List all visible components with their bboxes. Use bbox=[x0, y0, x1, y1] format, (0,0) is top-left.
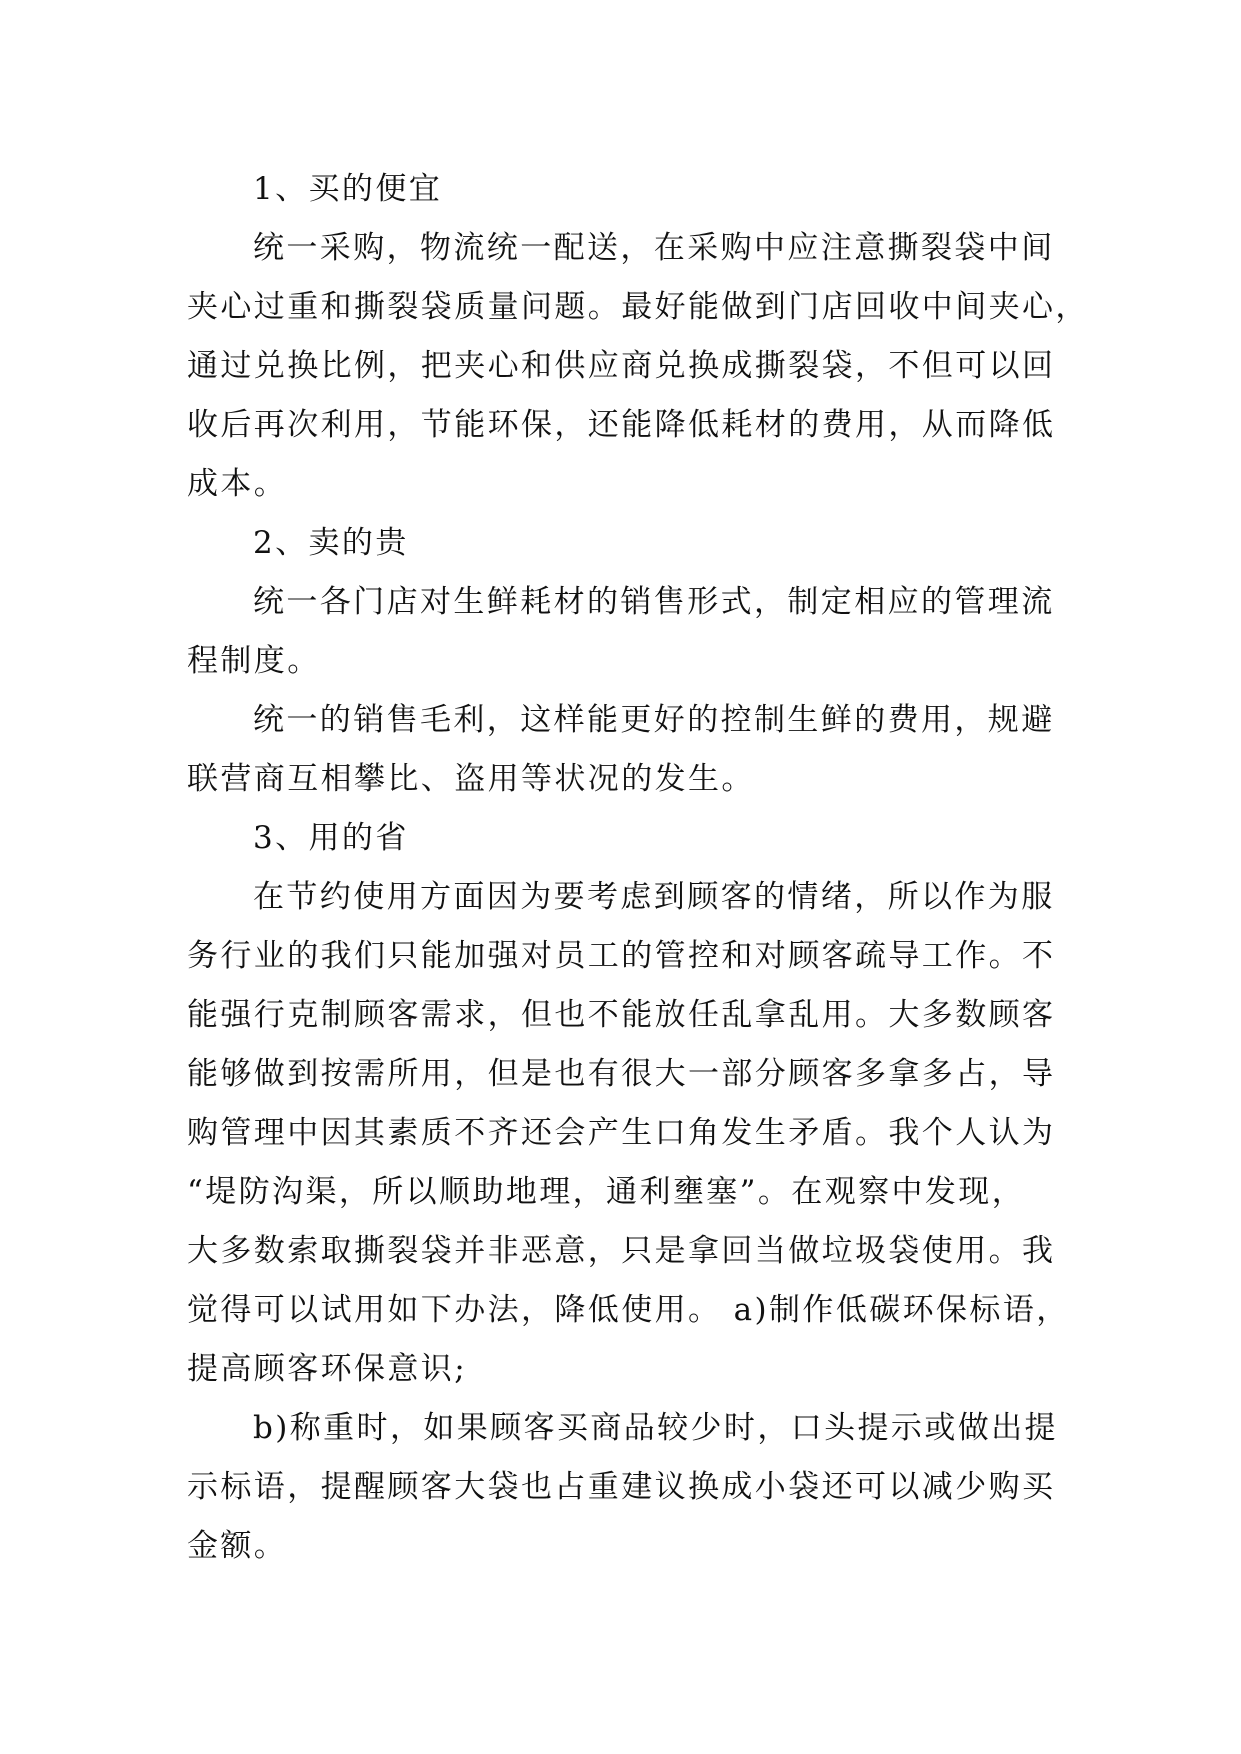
heading-1: 1、买的便宜 bbox=[253, 171, 443, 207]
paragraph-line: 在节约使用方面因为要考虑到顾客的情绪，所以作为服 bbox=[253, 879, 1055, 915]
paragraph-line: 成本。 bbox=[187, 466, 288, 502]
paragraph-line: 务行业的我们只能加强对员工的管控和对顾客疏导工作。不 bbox=[187, 938, 1056, 974]
document-body bbox=[187, 160, 1089, 1576]
paragraph-line: 购管理中因其素质不齐还会产生口角发生矛盾。我个人认为 bbox=[187, 1115, 1056, 1151]
paragraph-line: b)称重时，如果顾客买商品较少时，口头提示或做出提 bbox=[253, 1410, 1058, 1446]
paragraph-line: 能够做到按需所用，但是也有很大一部分顾客多拿多占，导 bbox=[187, 1056, 1056, 1092]
paragraph-line: 夹心过重和撕裂袋质量问题。最好能做到门店回收中间夹心， bbox=[187, 289, 1089, 325]
paragraph-line: 提高顾客环保意识; bbox=[187, 1351, 468, 1387]
paragraph-line: 示标语，提醒顾客大袋也占重建议换成小袋还可以减少购买 bbox=[187, 1469, 1056, 1505]
paragraph-line: 通过兑换比例，把夹心和供应商兑换成撕裂袋，不但可以回 bbox=[187, 348, 1056, 384]
paragraph-line: 收后再次利用，节能环保，还能降低耗材的费用，从而降低 bbox=[187, 407, 1056, 443]
paragraph-line: 金额。 bbox=[187, 1528, 288, 1564]
heading-3: 3、用的省 bbox=[253, 820, 409, 856]
heading-2: 2、卖的贵 bbox=[253, 525, 409, 561]
paragraph-line: 能强行克制顾客需求，但也不能放任乱拿乱用。大多数顾客 bbox=[187, 997, 1056, 1033]
paragraph-line: 统一各门店对生鲜耗材的销售形式，制定相应的管理流 bbox=[253, 584, 1055, 620]
paragraph-line: 程制度。 bbox=[187, 643, 321, 679]
paragraph-line: 觉得可以试用如下办法，降低使用。 a)制作低碳环保标语， bbox=[187, 1292, 1070, 1328]
paragraph-line: 统一的销售毛利，这样能更好的控制生鲜的费用，规避 bbox=[253, 702, 1055, 738]
paragraph-line: 大多数索取撕裂袋并非恶意，只是拿回当做垃圾袋使用。我 bbox=[187, 1233, 1056, 1269]
paragraph-line: 联营商互相攀比、盗用等状况的发生。 bbox=[187, 761, 755, 797]
paragraph-line: “堤防沟渠，所以顺助地理，通利壅塞”。在观察中发现， bbox=[187, 1174, 1026, 1210]
paragraph-line: 统一采购，物流统一配送，在采购中应注意撕裂袋中间 bbox=[253, 230, 1055, 266]
